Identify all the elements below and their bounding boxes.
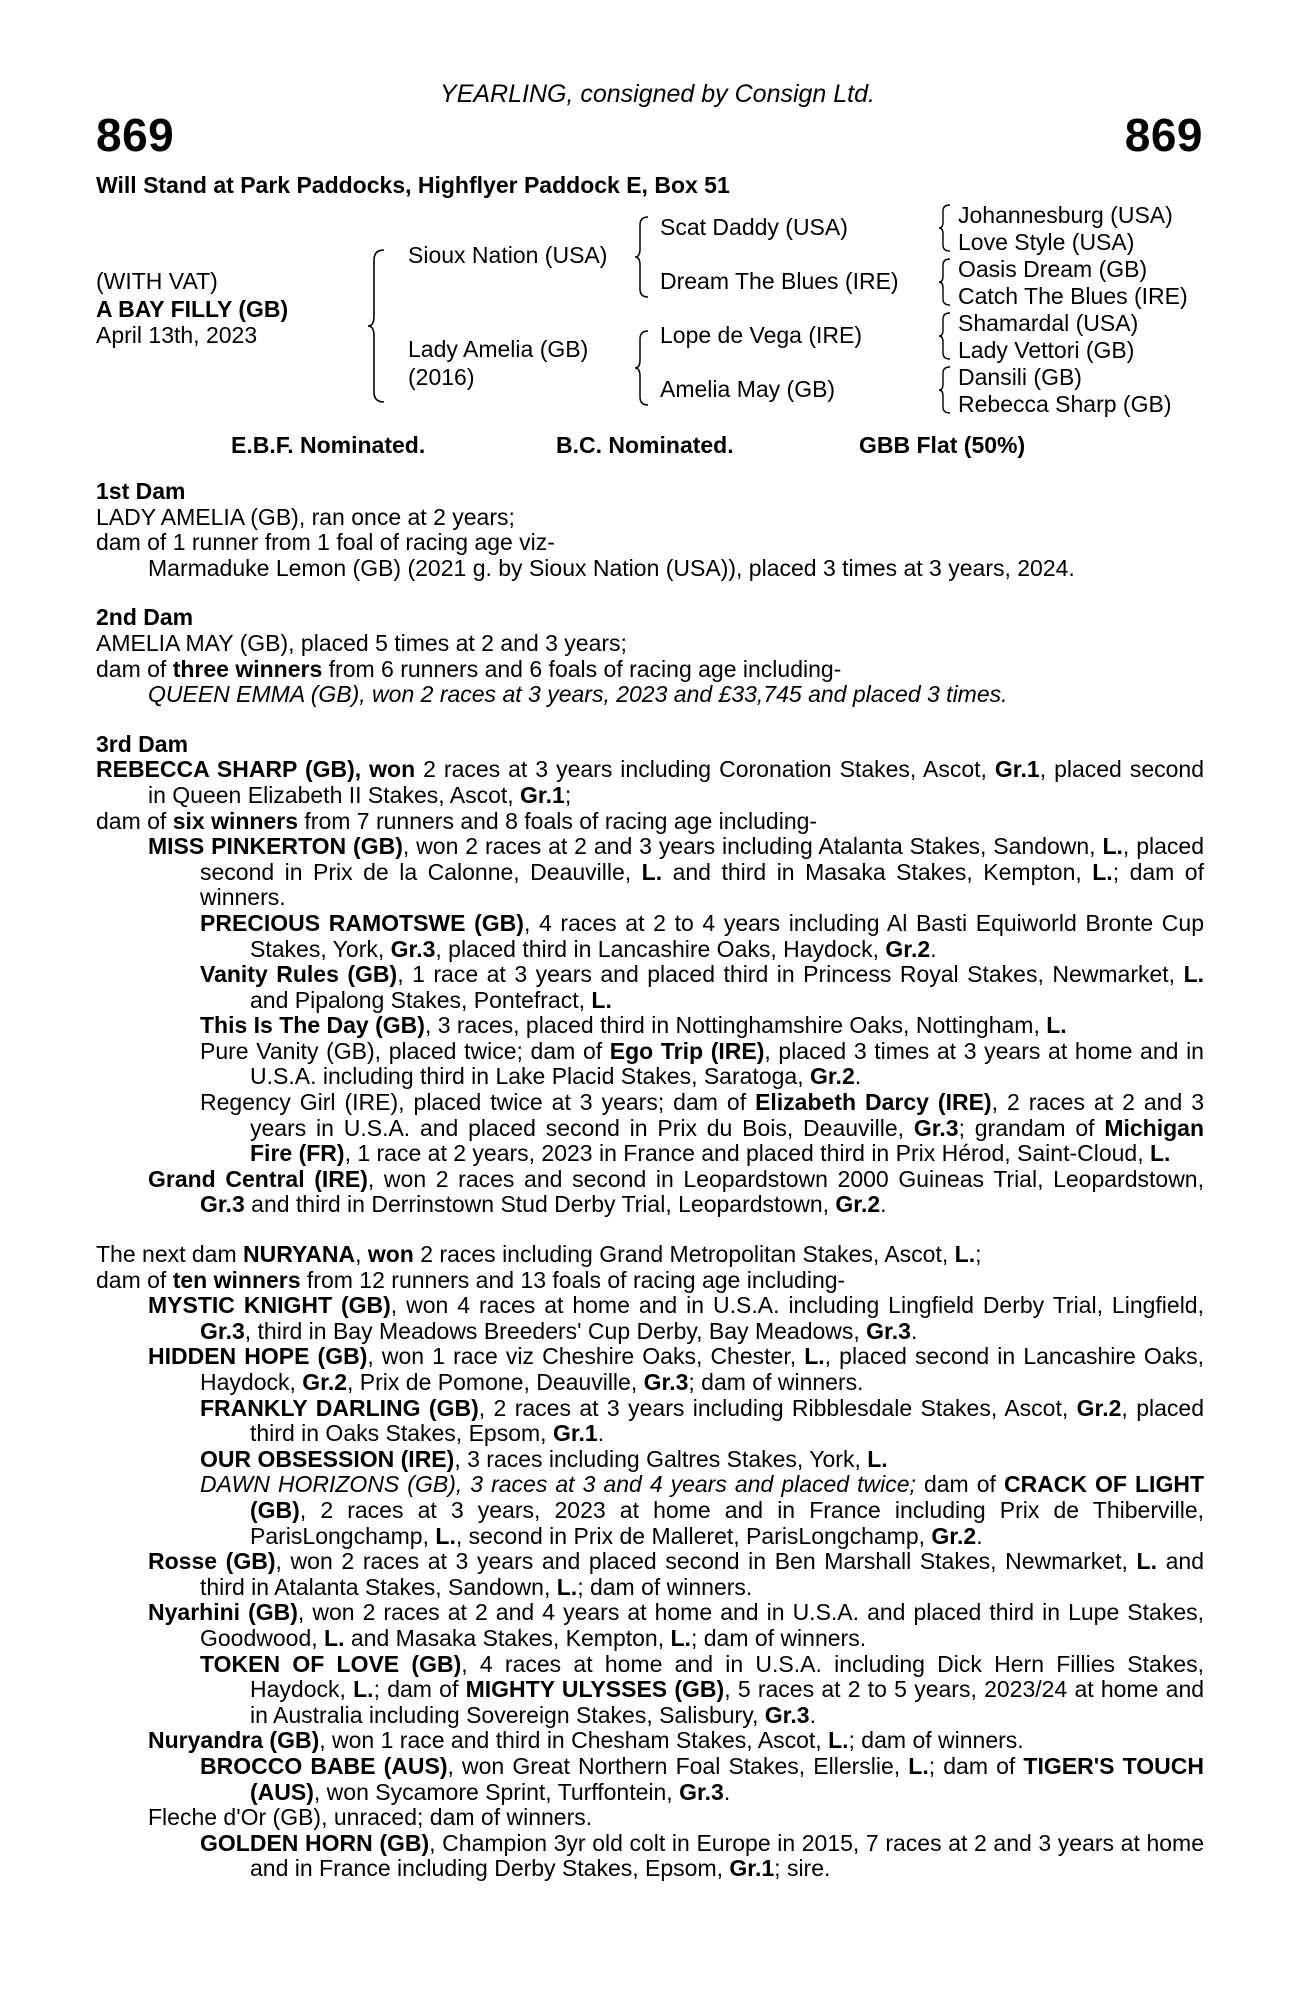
produce-entry: HIDDEN HOPE (GB), won 1 race viz Cheshire Oaks, Chester, L., placed second in Lancashire Oaks, Haydock, Gr.2, Prix de Pomone, Deauville, Gr.3; dam of winners.	[148, 1343, 1205, 1395]
pedigree-brace-g4	[938, 364, 954, 416]
section-heading: 3rd Dam	[96, 730, 189, 757]
ancestor-7: Dansili (GB)	[958, 364, 1082, 390]
section-heading: 1st Dam	[96, 478, 186, 504]
dam-dam: Amelia May (GB)	[660, 376, 836, 402]
ebf-nomination: E.B.F. Nominated.	[231, 432, 426, 458]
produce-entry: DAWN HORIZONS (GB), 3 races at 3 and 4 years and placed twice; dam of CRACK OF LIGHT (GB), 2 races at 3 years, 2023 at home and in France including Prix de Thiberville, ParisLongchamp, L., second in Prix de Malleret, ParisLongchamp, Gr.2.	[200, 1471, 1204, 1549]
produce-entry: Fleche d'Or (GB), unraced; dam of winners.	[148, 1804, 593, 1831]
dam-line: LADY AMELIA (GB), ran once at 2 years;	[96, 503, 515, 530]
ancestor-6: Lady Vettori (GB)	[958, 337, 1135, 363]
dam-year: (2016)	[408, 364, 475, 390]
produce-entry: MISS PINKERTON (GB), won 2 races at 2 and 3 years including Atalanta Stakes, Sandown, L., placed second in Prix de la Calonne, Deauville, L. and third in Masaka Stakes, Kempton, L.; dam of winners.	[148, 833, 1204, 911]
produce-record	[96, 479, 1204, 1882]
ancestor-5: Shamardal (USA)	[958, 310, 1139, 336]
pedigree-brace-g2	[938, 256, 954, 308]
produce-entry: OUR OBSESSION (IRE), 3 races including Galtres Stakes, York, L.	[200, 1445, 888, 1472]
ancestor-4: Catch The Blues (IRE)	[958, 283, 1188, 309]
ancestor-1: Johannesburg (USA)	[958, 202, 1173, 228]
dam-sire: Lope de Vega (IRE)	[660, 322, 863, 348]
third-dam-section	[96, 732, 1204, 1218]
dam-produce-line: dam of three winners from 6 runners and 6 foals of racing age including-	[96, 655, 842, 682]
produce-entry: Pure Vanity (GB), placed twice; dam of Ego Trip (IRE), placed 3 times at 3 years at home and in U.S.A. including third in Lake Placid Stakes, Saratoga, Gr.2.	[200, 1037, 1204, 1090]
pedigree-brace-dam	[634, 328, 652, 408]
ancestor-8: Rebecca Sharp (GB)	[958, 391, 1172, 417]
pedigree-brace-sire	[634, 214, 652, 300]
dam-produce-line: dam of six winners from 7 runners and 8 foals of racing age including-	[96, 807, 818, 834]
first-dam-section	[96, 479, 1204, 581]
produce-entry: This Is The Day (GB), 3 races, placed third in Nottinghamshire Oaks, Nottingham, L.	[200, 1012, 1067, 1039]
vat-note: (WITH VAT)	[96, 268, 218, 294]
gbb-flat: GBB Flat (50%)	[859, 432, 1026, 458]
produce-entry: PRECIOUS RAMOTSWE (GB), 4 races at 2 to 4 years including Al Basti Equiworld Bronte Cup Stakes, York, Gr.3, placed third in Lancashire Oaks, Haydock, Gr.2.	[200, 909, 1204, 962]
lot-number-right: 869	[1124, 109, 1203, 161]
produce-entry: Marmaduke Lemon (GB) (2021 g. by Sioux Nation (USA)), placed 3 times at 3 years, 2024.	[148, 554, 1075, 581]
catalogue-subtitle: YEARLING, consigned by Consign Ltd.	[440, 80, 875, 108]
produce-entry: Vanity Rules (GB), 1 race at 3 years and placed third in Princess Royal Stakes, Newmarket, L. and Pipalong Stakes, Pontefract, L.	[200, 961, 1205, 1013]
dam-name: Lady Amelia (GB)	[408, 336, 589, 362]
produce-entry: QUEEN EMMA (GB), won 2 races at 3 years, 2023 and £33,745 and placed 3 times.	[148, 681, 1008, 708]
produce-entry: TOKEN OF LOVE (GB), 4 races at home and in U.S.A. including Dick Hern Fillies Stakes, Haydock, L.; dam of MIGHTY ULYSSES (GB), 5 races at 2 to 5 years, 2023/24 at home and in Australia including Sovereign Stakes, Salisbury, Gr.3.	[200, 1650, 1205, 1728]
next-dam-section	[96, 1242, 1204, 1882]
dam-line: REBECCA SHARP (GB), won 2 races at 3 years including Coronation Stakes, Ascot, Gr.1, placed second in Queen Elizabeth II Stakes, Ascot, Gr.1;	[96, 756, 1204, 808]
pedigree-brace-g3	[938, 310, 954, 362]
produce-entry: Nyarhini (GB), won 2 races at 2 and 4 years at home and in U.S.A. and placed third in Lupe Stakes, Goodwood, L. and Masaka Stakes, Kempton, L.; dam of winners.	[148, 1599, 1205, 1651]
produce-entry: Nuryandra (GB), won 1 race and third in Chesham Stakes, Ascot, L.; dam of winners.	[148, 1727, 1024, 1754]
ancestor-3: Oasis Dream (GB)	[958, 256, 1148, 282]
sire-dam: Dream The Blues (IRE)	[660, 268, 899, 294]
produce-entry: BROCCO BABE (AUS), won Great Northern Foal Stakes, Ellerslie, L.; dam of TIGER'S TOUCH (AUS), won Sycamore Sprint, Turffontein, Gr.3.	[200, 1752, 1204, 1805]
ancestor-2: Love Style (USA)	[958, 229, 1135, 255]
lot-number-left: 869	[96, 109, 175, 161]
sire-sire: Scat Daddy (USA)	[660, 214, 848, 240]
pedigree-brace-main	[366, 246, 388, 406]
lot-dob: April 13th, 2023	[96, 322, 258, 348]
pedigree-brace-g1	[938, 202, 954, 254]
dam-produce-line: dam of ten winners from 12 runners and 13 foals of racing age including-	[96, 1266, 846, 1293]
produce-entry: FRANKLY DARLING (GB), 2 races at 3 years including Ribblesdale Stakes, Ascot, Gr.2, placed third in Oaks Stakes, Epsom, Gr.1.	[200, 1394, 1204, 1447]
produce-entry: Rosse (GB), won 2 races at 3 years and placed second in Ben Marshall Stakes, Newmarket, L. and third in Atalanta Stakes, Sandown, L.; dam of winners.	[148, 1548, 1205, 1600]
produce-entry: GOLDEN HORN (GB), Champion 3yr old colt in Europe in 2015, 7 races at 2 and 3 years at home and in France including Derby Stakes, Epsom, Gr.1; sire.	[200, 1829, 1204, 1882]
lot-name: A BAY FILLY (GB)	[96, 296, 289, 322]
dam-line: The next dam NURYANA, won 2 races including Grand Metropolitan Stakes, Ascot, L.;	[96, 1241, 982, 1268]
section-heading: 2nd Dam	[96, 604, 194, 631]
dam-line: AMELIA MAY (GB), placed 5 times at 2 and 3 years;	[96, 629, 627, 656]
produce-entry: Regency Girl (IRE), placed twice at 3 years; dam of Elizabeth Darcy (IRE), 2 races at 2 and 3 years in U.S.A. and placed second in Prix du Bois, Deauville, Gr.3; grandam of Michigan Fire (FR), 1 race at 2 years, 2023 in France and placed third in Prix Hérod, Saint-Cloud, L.	[200, 1089, 1204, 1167]
bc-nomination: B.C. Nominated.	[556, 432, 734, 458]
dam-produce-line: dam of 1 runner from 1 foal of racing age viz-	[96, 529, 555, 556]
stand-location: Will Stand at Park Paddocks, Highflyer Paddock E, Box 51	[96, 172, 730, 198]
produce-entry: Grand Central (IRE), won 2 races and second in Leopardstown 2000 Guineas Trial, Leopardstown, Gr.3 and third in Derrinstown Stud Derby Trial, Leopardstown, Gr.2.	[148, 1165, 1204, 1218]
produce-entry: MYSTIC KNIGHT (GB), won 4 races at home and in U.S.A. including Lingfield Derby Trial, Lingfield, Gr.3, third in Bay Meadows Breeders' Cup Derby, Bay Meadows, Gr.3.	[148, 1292, 1204, 1344]
sire-name: Sioux Nation (USA)	[408, 242, 608, 268]
second-dam-section	[96, 605, 1204, 707]
